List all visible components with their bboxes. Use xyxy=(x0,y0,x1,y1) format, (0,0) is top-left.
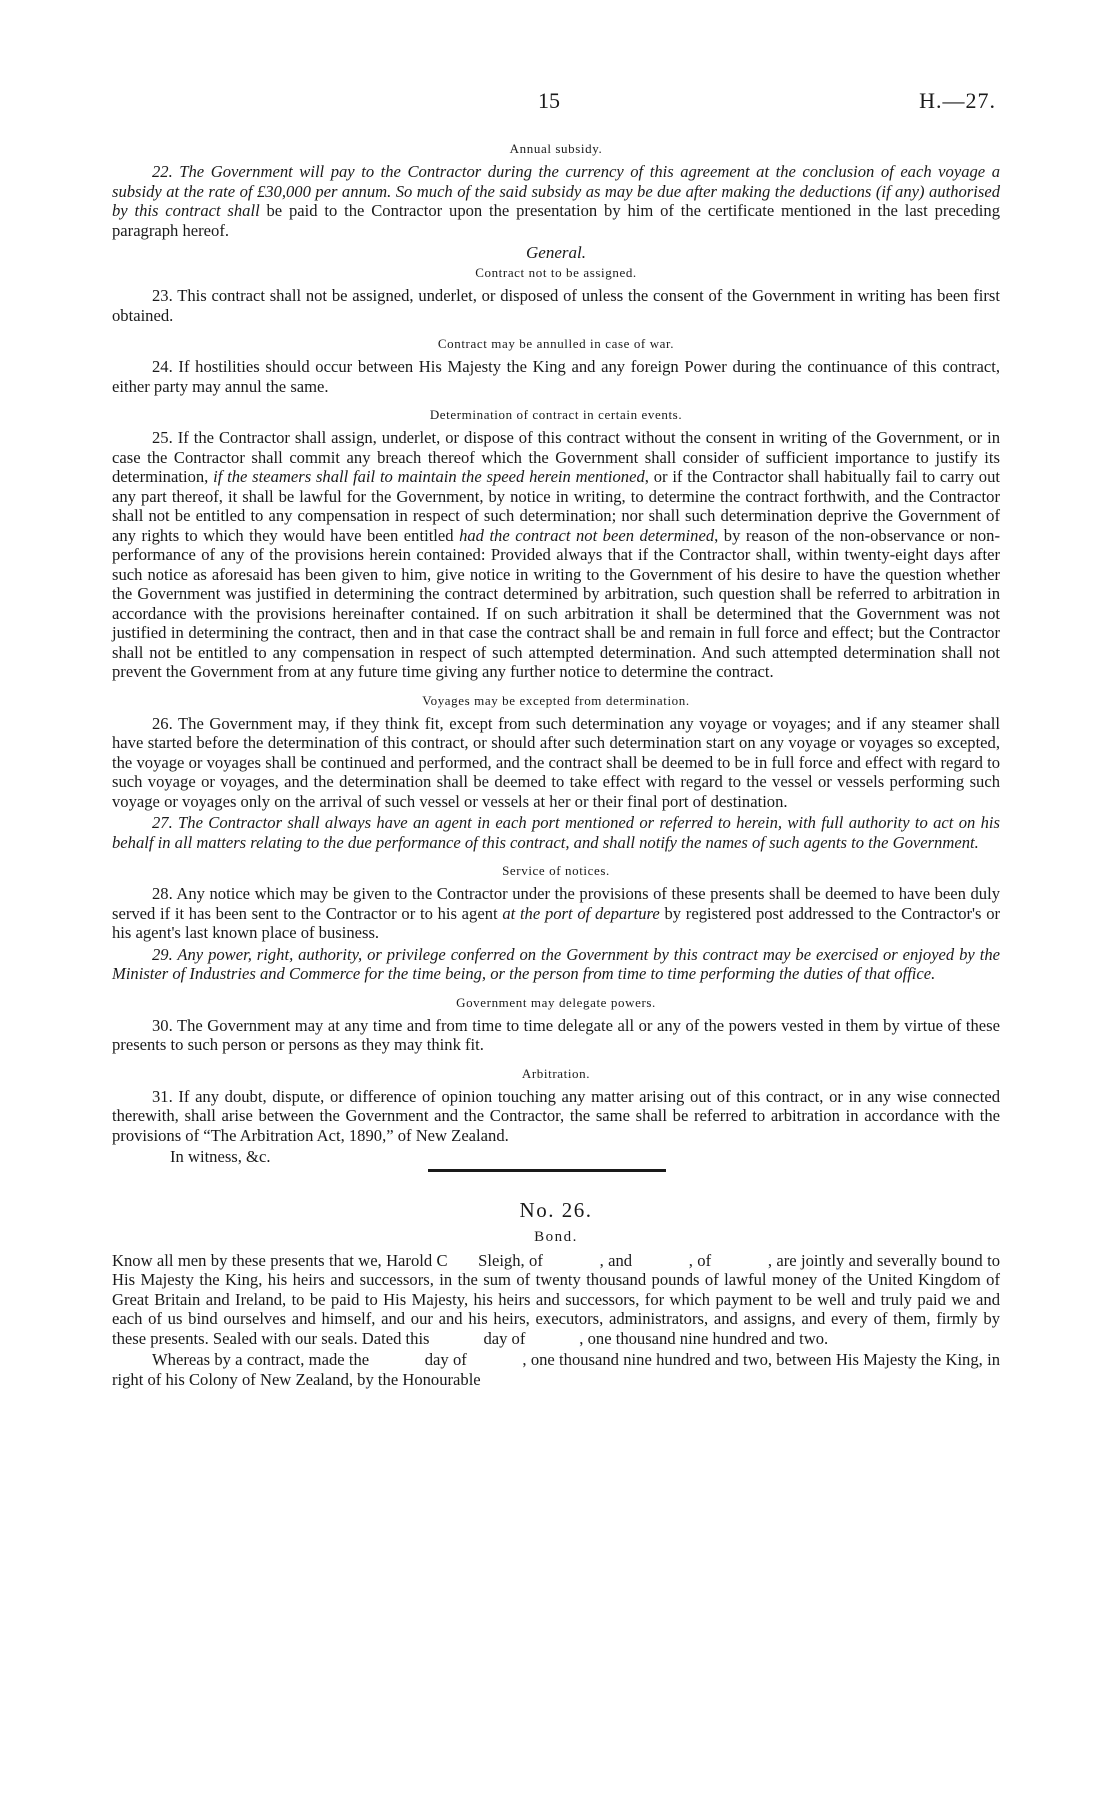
heading-service-notices: Service of notices. xyxy=(502,863,610,878)
clause-22-italic: 22. The Government will pay to the Contractor during the currency of this agreement at the conclusion of each voyage a subsidy at the rate of £30,000 per annum. So much of the said subsidy as may be due after making the deductions (if any) authorised by this contract shall xyxy=(112,162,1000,220)
heading-not-assigned: Contract not to be assigned. xyxy=(475,265,637,280)
clause-25-part-c: , or if the Contractor shall habitually fail to carry out any part thereof, it shall be lawful for the Government, by notice in writing, to determine the contract forthwith, and the Contractor shall not be entitled to any compensation in respect of such determination; nor shall such determination deprive the Government of any rights to which they would have been entitled xyxy=(112,467,1001,545)
clause-25-part-a: 25. If the Contractor shall assign, underlet, or dispose of this contract without the consent in writing of the Government, or in case the Contractor shall commit any breach thereof which the Government shall consider of sufficient importance to justify its determination, xyxy=(112,428,1000,486)
clause-28 xyxy=(112,884,1000,943)
page-header xyxy=(0,88,1114,118)
clause-22 xyxy=(112,162,1000,240)
clause-23: 23. This contract shall not be assigned, underlet, or disposed of unless the consent of the Government in writing has been first obtained. xyxy=(112,286,1000,325)
document-body xyxy=(112,140,1005,1391)
heading-annual-subsidy: Annual subsidy. xyxy=(509,141,603,156)
divider-rule xyxy=(428,1169,666,1172)
clause-22-plain: be paid to the Contractor upon the presentation by him of the certificate mentioned in the last preceding paragraph hereof. xyxy=(112,201,1000,240)
page-number: 15 xyxy=(538,88,560,113)
clause-25-part-e: , by reason of the non-observance or non-performance of any of the provisions herein contained: Provided always that if the Contractor shall, within twenty-eight days after such notice as aforesaid has been given to him, give notice in writing to the Government of his desire to have the question whether the Government was justified in determining the contract determined by arbitration, such question shall be referred to arbitration in accordance with the provisions hereinafter contained. If on such arbitration it shall be determined that the Government was not justified in determining the contract, then and in that case the contract shall be and remain in full force and effect; but the Contractor shall not be entitled to any compensation in respect of such attempted determination. And such attempted determination shall not prevent the Government from at any future time giving any further notice to determine the contract. xyxy=(112,525,1000,681)
heading-general: General. xyxy=(526,243,586,262)
clause-28-part-b: at the port of departure xyxy=(502,903,660,923)
clause-24: 24. If hostilities should occur between His Majesty the King and any foreign Power during the continuance of this contract, either party may annul the same. xyxy=(112,357,1000,396)
clause-31: 31. If any doubt, dispute, or difference of opinion touching any matter arising out of this contract, or in any wise connected therewith, shall arise between the Government and the Contractor, the same shall be referred to arbitration in accordance with the provisions of “The Arbitration Act, 1890,” of New Zealand. xyxy=(112,1086,1000,1145)
witness-line: In witness, &c. xyxy=(170,1147,271,1166)
clause-28-part-c: by registered post addressed to the Contractor's or his agent's last known place of business. xyxy=(112,903,1001,942)
bond-paragraph-2: Whereas by a contract, made the day of , one thousand nine hundred and two, between His Majesty the King, in right of his Colony of New Zealand, by the Honourable xyxy=(112,1350,1005,1389)
heading-annulled-war: Contract may be annulled in case of war. xyxy=(437,336,675,351)
section-divider xyxy=(112,1167,1000,1189)
document-reference: H.—27. xyxy=(919,88,996,113)
clause-27: 27. The Contractor shall always have an agent in each port mentioned or referred to herein, with full authority to act on his behalf in all matters relating to the due performance of this contract, and shall notify the names of such agents to the Government. xyxy=(112,813,1000,852)
clause-29: 29. Any power, right, authority, or privilege conferred on the Government by this contract may be exercised or enjoyed by the Minister of Industries and Commerce for the time being, or the person from time to time performing the duties of that office. xyxy=(112,944,1000,983)
heading-voyages-excepted: Voyages may be excepted from determination. xyxy=(422,692,690,708)
clause-25-part-d: had the contract not been determined xyxy=(459,525,715,545)
clause-28-part-a: 28. Any notice which may be given to the Contractor under the provisions of these presents shall be deemed to have been duly served if it has been sent to the Contractor or to his agent xyxy=(112,884,1000,923)
clause-25 xyxy=(112,428,1000,682)
bond-title: Bond. xyxy=(534,1228,578,1245)
heading-delegate-powers: Government may delegate powers. xyxy=(456,994,656,1010)
clause-26: 26. The Government may, if they think fit, except from such determination any voyage or voyages; and if any steamer shall have started before the determination of this contract, or should after such determination start on any voyage or voyages so excepted, the voyage or voyages shall be continued and performed, and the contract shall be deemed to be in full force and effect with regard to such voyage or voyages, and the determination shall be deemed to take effect with regard to the vessel or vessels performing such voyage or voyages only on the arrival of such vessel or vessels at her or their final port of destination. xyxy=(112,713,1000,811)
heading-arbitration: Arbitration. xyxy=(521,1065,591,1081)
bond-number: No. 26. xyxy=(519,1197,593,1222)
clause-30: 30. The Government may at any time and from time to time delegate all or any of the powers vested in them by virtue of these presents to such person or persons as they may think fit. xyxy=(112,1015,1000,1054)
bond-paragraph-1: Know all men by these presents that we, Harold C Sleigh, of , and , of , are jointly and severally bound to His Majesty the King, his heirs and successors, in the sum of twenty thousand pounds of lawful money of the United Kingdom of Great Britain and Ireland, to be paid to His Majesty, his heirs and successors, for which payment to be well and truly paid we and each of us bind ourselves and himself, and our and his heirs, executors, administrators, and assigns, and every of them, firmly by these presents. Sealed with our seals. Dated this day of , one thousand nine hundred and two. xyxy=(112,1250,1005,1348)
heading-determination: Determination of contract in certain events. xyxy=(429,407,683,422)
clause-25-part-b: if the steamers shall fail to maintain the speed herein mentioned xyxy=(213,467,645,486)
